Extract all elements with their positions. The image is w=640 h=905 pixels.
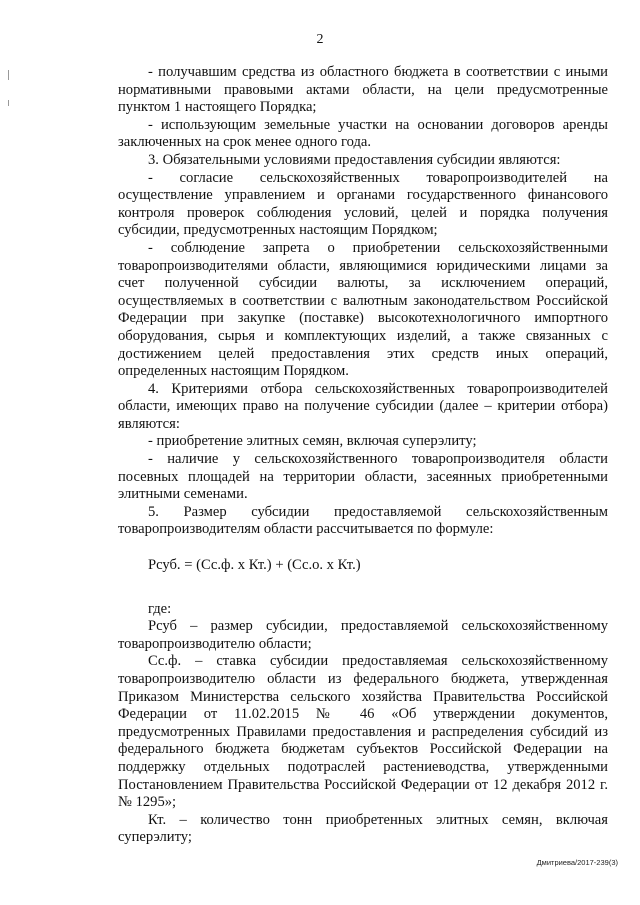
paragraph: Кт. – количество тонн приобретенных элитных семян, включая суперэлиту; bbox=[118, 811, 608, 846]
paragraph: - наличие у сельскохозяйственного товаропроизводителя области посевных площадей на территории области, засеянных приобретенными элитными семенами. bbox=[118, 451, 608, 503]
paragraph: 3. Обязательными условиями предоставления субсидии являются: bbox=[148, 151, 561, 168]
subsidy-formula: Pсуб. = (Сс.ф. х Кт.) + (Сс.о. х Кт.) bbox=[148, 557, 361, 574]
spacer bbox=[118, 575, 608, 601]
paragraph: - соблюдение запрета о приобретении сельскохозяйственными товаропроизводителями области, являющимися юридическими лицами за счет полученной субсидии валюты, за исключением операций, осуществляемых в соответствии с валютным законодательством Российской Федерации при закупке (поставке) высокотехнологичного импортного оборудования, сырья и комплектующих изделий, а также связанных с достижением целей предоставления этих средств иных операций, определенных настоящим Порядком. bbox=[118, 239, 608, 380]
paragraph: 5. Размер субсидии предоставляемой сельскохозяйственным товаропроизводителям области рассчитывается по формуле: bbox=[118, 503, 608, 538]
paragraph: - приобретение элитных семян, включая суперэлиту; bbox=[148, 433, 477, 450]
scan-margin-mark bbox=[8, 70, 9, 80]
scan-margin-mark bbox=[8, 100, 9, 106]
paragraph: Сс.ф. – ставка субсидии предоставляемая сельскохозяйственному товаропроизводителю области из федерального бюджета, утвержденная Приказом Министерства сельского хозяйства Правительства Российской Федерации от 11.02.2015 № 46 «Об утверждении документов, предусмотренных Правилами предоставления и распределения субсидий из федерального бюджета бюджетам субъектов Российской Федерации на поддержку отдельных подотраслей растениеводства, утвержденными Постановлением Правительства Российской Федерации от 12 декабря 2012 г. № 1295»; bbox=[118, 653, 608, 811]
paragraph: - получавшим средства из областного бюджета в соответствии с иными нормативными правовыми актами области, на цели предусмотренные пунктом 1 настоящего Порядка; bbox=[118, 64, 608, 116]
paragraph: где: bbox=[148, 600, 172, 617]
document-body bbox=[118, 64, 608, 847]
page-number: 2 bbox=[316, 32, 324, 47]
paragraph: Pсуб – размер субсидии, предоставляемой сельскохозяйственному товаропроизводителю области; bbox=[118, 618, 608, 652]
paragraph: - использующим земельные участки на основании договоров аренды заключенных на срок менее одного года. bbox=[118, 116, 608, 151]
paragraph: - согласие сельскохозяйственных товаропроизводителей на осуществление управлением и органами государственного финансового контроля проверок соблюдения условий, целей и порядка получения субсидии, предусмотренных настоящим Порядком; bbox=[118, 169, 608, 239]
paragraph: 4. Критериями отбора сельскохозяйственных товаропроизводителей области, имеющих право на получение субсидии (далее – критерии отбора) являются: bbox=[118, 380, 608, 432]
document-footer-code: Дмитриева/2017-239(3) bbox=[536, 858, 618, 867]
